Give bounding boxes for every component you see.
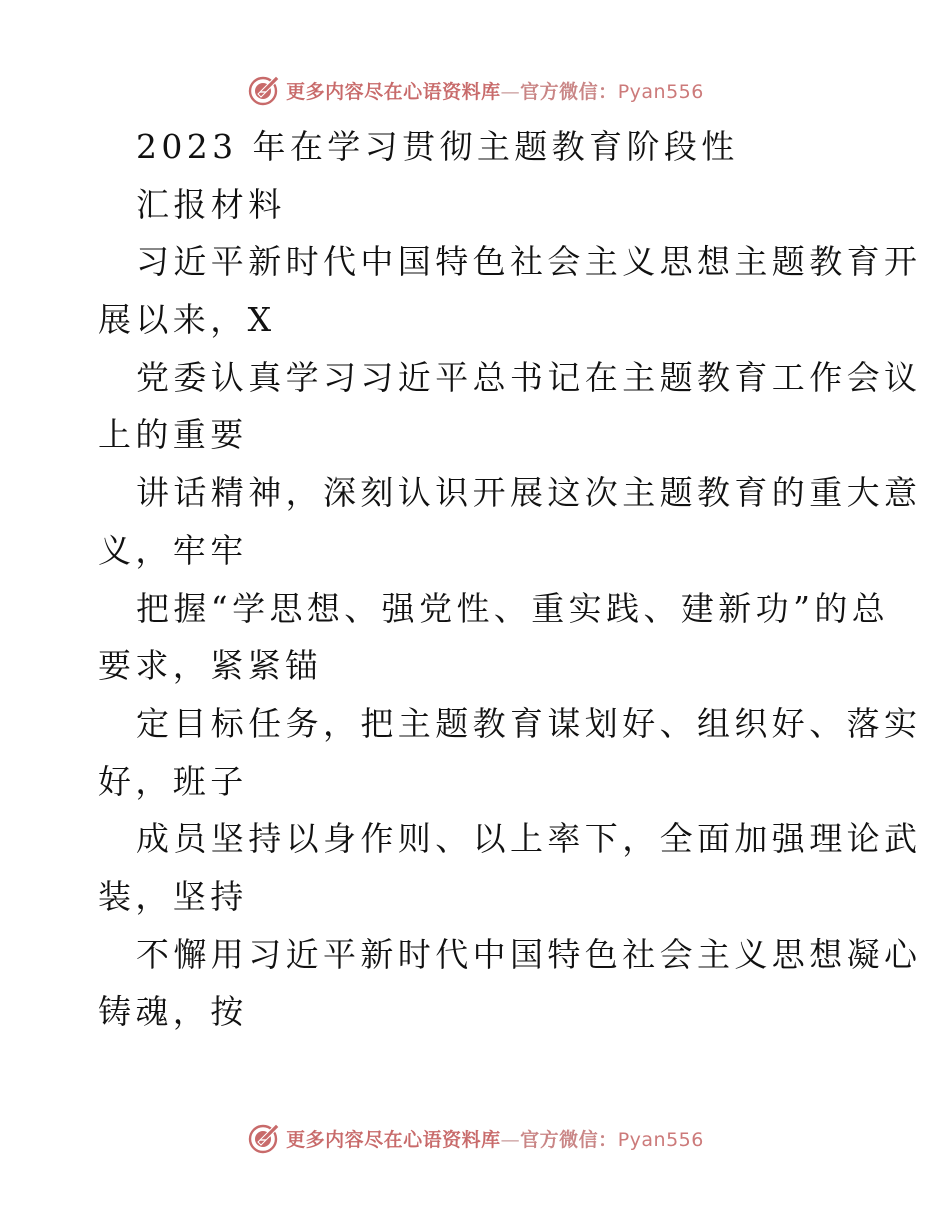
document-line: 2023 年在学习贯彻主题教育阶段性 bbox=[136, 127, 739, 166]
footer-watermark-banner bbox=[0, 1118, 950, 1158]
watermark-text bbox=[286, 77, 704, 104]
site-name: 更多内容尽在心语资料库 bbox=[286, 1128, 501, 1151]
document-line: 成员坚持以身作则、以上率下，全面加强理论武 bbox=[136, 819, 922, 859]
wechat-id: Pyan556 bbox=[617, 1128, 704, 1151]
document-line: 讲话精神，深刻认识开展这次主题教育的重大意 bbox=[136, 473, 922, 513]
site-name: 更多内容尽在心语资料库 bbox=[286, 80, 501, 103]
document-line: 把握“学思想、强党性、重实践、建新功”的总 bbox=[136, 588, 890, 628]
document-line: 习近平新时代中国特色社会主义思想主题教育开 bbox=[136, 242, 922, 282]
document-line: 要求，紧紧锚 bbox=[98, 646, 323, 686]
document-line: 义，牢牢 bbox=[98, 530, 248, 570]
document-line: 汇报材料 bbox=[136, 184, 286, 224]
document-line: 党委认真学习习近平总书记在主题教育工作会议 bbox=[136, 357, 922, 397]
document-line: 装，坚持 bbox=[98, 876, 248, 916]
separator-dash: — bbox=[500, 1128, 521, 1151]
header-watermark-banner bbox=[0, 70, 950, 110]
quill-seal-logo-icon bbox=[246, 1120, 282, 1156]
watermark-text bbox=[286, 1125, 704, 1152]
document-body bbox=[98, 118, 922, 1041]
wechat-id: Pyan556 bbox=[617, 80, 704, 103]
document-line: 定目标任务，把主题教育谋划好、组织好、落实 bbox=[136, 703, 922, 743]
quill-seal-logo-icon bbox=[246, 72, 282, 108]
wechat-label: 官方微信： bbox=[520, 1128, 618, 1151]
wechat-label: 官方微信： bbox=[520, 80, 618, 103]
separator-dash: — bbox=[500, 80, 521, 103]
document-line: 好，班子 bbox=[98, 761, 248, 801]
document-line: 铸魂，按 bbox=[98, 992, 248, 1032]
document-line: 不懈用习近平新时代中国特色社会主义思想凝心 bbox=[136, 934, 922, 974]
document-line: 上的重要 bbox=[98, 415, 248, 455]
document-line: 展以来，X bbox=[98, 300, 276, 340]
